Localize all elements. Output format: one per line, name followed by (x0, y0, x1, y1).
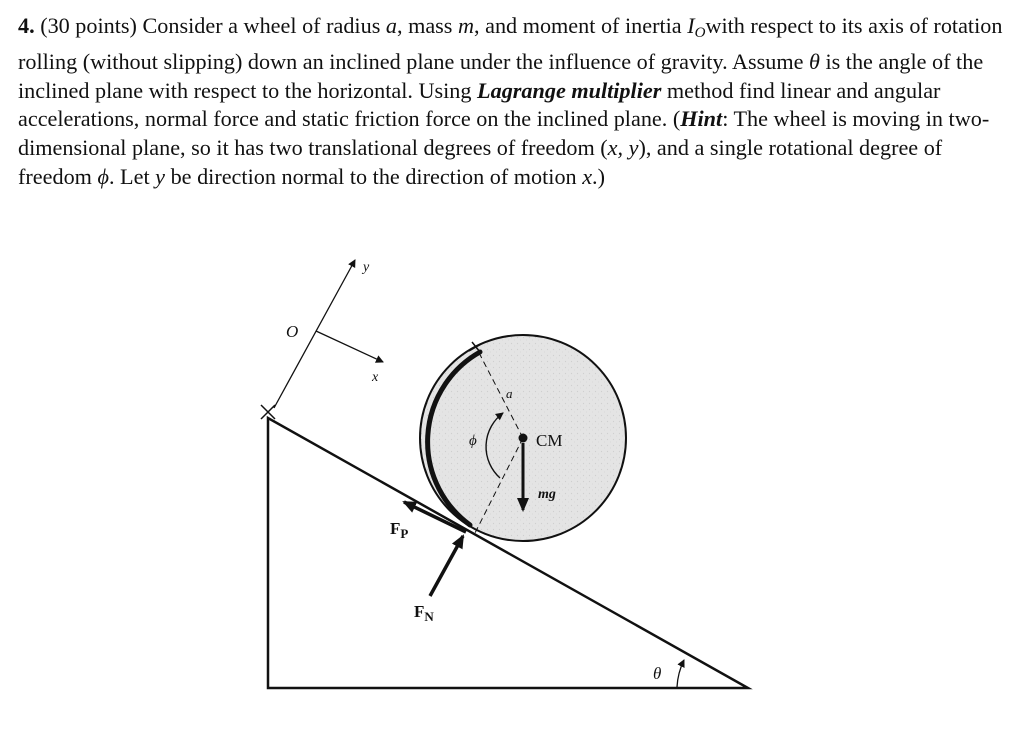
theta-angle-arc (677, 660, 684, 687)
var-xy: x, y (607, 135, 639, 161)
text-segment: (30 points) Consider a wheel of radius (34, 13, 386, 38)
y-axis-label: y (363, 260, 370, 275)
text-segment: .) (592, 163, 605, 189)
weight-label: mg (538, 487, 556, 502)
var-m: m (457, 13, 475, 38)
lagrange-multiplier-term: Lagrange multiplier (477, 77, 662, 103)
phi-label: ϕ (469, 433, 477, 449)
text-segment: method find linear and angular accelerations, normal force and static friction force on the inclined plane. ( (18, 77, 941, 132)
text-segment: ), and a single rotational degree of freedom (18, 135, 943, 189)
x-axis-label: x (372, 370, 379, 385)
var-phi: ϕ (97, 163, 109, 189)
x-axis-line (316, 331, 383, 362)
friction-label (390, 519, 408, 541)
theta-label: θ (653, 664, 662, 683)
normal-label-main: F (414, 602, 425, 621)
text-segment: : The wheel is moving in two-dimensional plane, so it has two translational degrees of freedom ( (18, 106, 990, 161)
text-segment: , mass (396, 13, 458, 38)
text-segment: . Let (108, 163, 156, 189)
var-I-subscript: O (694, 25, 706, 41)
hint-label: Hint (680, 106, 723, 132)
origin-label: O (286, 322, 299, 341)
var-x: x (582, 163, 593, 189)
var-y: y (155, 163, 166, 189)
center-of-mass-dot (519, 434, 528, 443)
var-a: a (385, 13, 397, 38)
radius-label: a (506, 386, 513, 401)
text-segment: , and moment of inertia (474, 13, 688, 38)
problem-number: 4. (18, 13, 35, 38)
text-segment: is the angle of the inclined plane with respect to the horizontal. Using (18, 48, 984, 103)
cm-label: CM (536, 431, 563, 450)
normal-force-arrow (430, 536, 463, 596)
text-segment: with respect to its axis of rotation rolling (without slipping) down an inclined plane under the influence of gravity. Assume (18, 13, 1003, 74)
friction-label-sub: P (400, 526, 409, 541)
text-segment: be direction normal to the direction of motion (165, 163, 583, 189)
var-I: I (687, 13, 695, 38)
var-theta: θ (808, 48, 820, 74)
normal-label-sub: N (424, 609, 434, 624)
friction-label-main: F (390, 519, 401, 538)
normal-label (414, 602, 434, 624)
